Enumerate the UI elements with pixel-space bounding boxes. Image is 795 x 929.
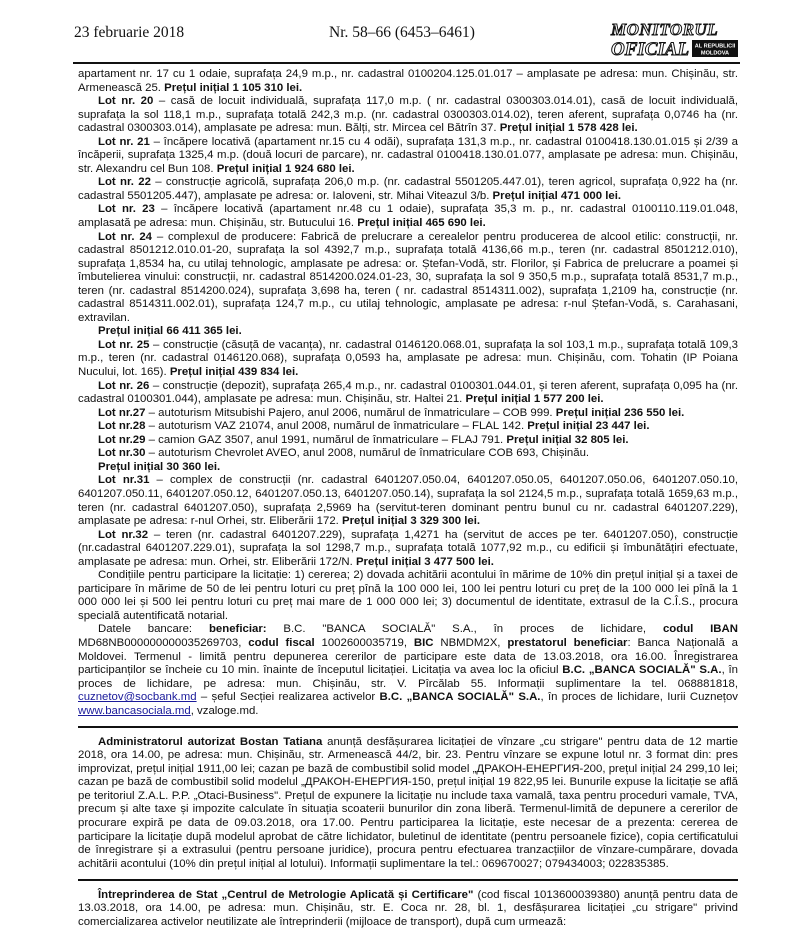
issue-date: 23 februarie 2018 [74,24,185,41]
lot-price: Prețul inițial 32 805 lei. [506,433,629,446]
lot-22 [78,176,738,203]
svg-text:MONITORUL: MONITORUL [611,20,719,39]
notice-text: anunță desfășurarea licitației de vînzare „cu strigare" pentru data de 12 martie 2018, ora 14.00, pe adresa: mun. Chișinău, str. Armenească 44/2, bir. 23. Pentru vînzare se expune lotul nr. 3 format din: pres improvizat, prețul inițial 1911,00 lei; cazan pe bază de combustibil solid model „ДРАКОН-ЕНЕРГИЯ-200, prețul inițial 24 299,10 lei; cazan pe bază de combustibil solid modelul „ДРАКОН-ЕНЕРГИЯ-150, prețul inițial 19 822,95 lei. Bunurile expuse la licitație se află pe teritoriul Z.A.L. P.P. „Otaci-Business". Prețul de expunere la licitație nu include taxa vamală, taxa pentru proceduri vamale, TVA, precum și alte taxe și impozite calculate în situația scoaterii bunurilor din zona liberă. Termenul-limită de depunere a cererilor de procurare expiră pe data de 09.03.2018, ora 17.00. Pentru participarea la licitație, este necesar de a prezenta: cererea de participare la licitație după modelul aprobat de către lichidator, buletinul de identitate (pentru persoanele fizice), copia certificatului de înregistrare și a extrasului (pentru persoane juridice), procura pentru efectuarea tranzacțiilor de vînzare-cumpărare, dovada achitării acontului (10% din prețul inițial al lotului). Informații suplimentare la tel.: 069670027; 079434003; 022835385. [78,735,738,870]
lot-text: – complex de construcții (nr. cadastral 6401207.050.04, 6401207.050.05, 6401207.050.06, 6401207.050.10, 6401207.050.11, 6401207.050.12, 6401207.050.13, 6401207.050.14), suprafața la sol 2124,5 m.p., suprafața totală 1659,63 m.p., teren (nr. cadastral 6401207.050), suprafața 2,5969 ha (servitut-teren dominant pentru bunul cu nr. cadastral 6401207.229), amplasate pe adresa: r-nul Orhei, str. Eliberării 172. [78,474,738,528]
beneficiary-label: beneficiar: [208,623,267,636]
website-link[interactable]: www.bancasociala.md [78,704,191,717]
svg-text:AL REPUBLICII: AL REPUBLICII [694,43,736,50]
website-2: vzaloge.md [197,704,256,717]
bank-name: B.C. „BANCA SOCIALĂ" S.A. [562,664,722,677]
provider-label: prestatorul beneficiar [507,636,628,649]
svg-text:MOLDOVA: MOLDOVA [700,50,730,57]
lot-price: Prețul inițial 1 578 428 lei. [499,122,638,135]
lot-price: Prețul inițial 1 577 200 lei. [465,393,604,406]
lot-price: Prețul inițial 236 550 lei. [555,406,685,419]
lot-text: – autoturism Chevrolet AVEO, anul 2008, numărul de înmatriculare COB 693, Chișinău. [145,447,590,460]
notice-divider [78,726,738,728]
notice-text: (cod fiscal 1013600039380) anunță pentru data de 13.03.2018, ora 14.00, pe adresa: mun. Chișinău, str. E. Coca nr. 28, bl. 1, desfășurarea licitației „cu strigare" privind comercializarea activelor neutilizate ale întreprinderii (mijloace de transport), după cum urmează: [78,888,738,928]
lot-label: Lot nr. 22 [98,176,151,189]
lot-label: Lot nr. 21 [98,135,150,148]
lot-23 [78,203,738,230]
bank-lead: Datele bancare: [98,623,209,636]
lot-text: – autoturism Mitsubishi Pajero, anul 2006, numărul de înmatriculare – COB 999. [145,406,553,419]
page-content [78,68,738,929]
lot-label: Lot nr.27 [98,406,146,419]
bank-name-2: B.C. „BANCA SOCIALĂ" S.A. [379,691,541,704]
lot-label: Lot nr.31 [98,474,150,487]
issue-number: Nr. 58–66 (6453–6461) [329,24,475,41]
lot-label: Lot nr. 26 [98,379,150,392]
lot-27 [78,407,738,421]
lot-price: Prețul inițial 66 411 365 lei. [98,325,242,338]
lot-label: Lot nr. 24 [98,230,152,243]
lot-text: – construcție (depozit), suprafața 265,4 m.p., nr. cadastral 0100301.044.01, și teren aferent, suprafața 0,095 ha (nr. cadastral 0100301.044), amplasate pe adresa: mun. Chișinău, str. Haltei 21. [78,379,738,406]
monitorul-oficial-logo [609,19,739,59]
provider-value: : Banca Națională a Moldovei. Termenul - limită pentru depunerea cererilor de participare este data de 13.03.2018, ora 16.00. Înregistrarea participanților se încheie cu 10 min. înainte de începutul licitației. Licitația va avea loc la oficiul [78,636,738,677]
fiscal-code-value: 1002600035719, [314,636,414,649]
notice-author: Administratorul autorizat Bostan Tatiana [98,735,323,748]
lot-label: Lot nr.29 [98,433,146,446]
lot-21 [78,136,738,177]
lot-label: Lot nr. 20 [98,95,154,108]
lot-label: Lot nr. 23 [98,203,155,216]
lot-price: Prețul inițial 30 360 lei. [98,460,221,473]
notice-metrologie [78,889,738,929]
lot-price: Prețul inițial 471 000 lei. [492,189,622,202]
bank-address: , în proces de lichidare, pe adresa: mun. Chișinău, str. V. Pîrcălab 55. Informații suplimentare la tel. 068881818, [78,664,738,690]
lot-price: Prețul inițial 1 105 310 lei. [164,81,303,94]
lot-30-price [78,461,738,475]
svg-text:OFICIAL: OFICIAL [611,39,690,59]
lot-text: – încăpere locativă (apartament nr.15 cu 4 odăi), suprafața 131,3 m.p., nr. cadastral 0100418.130.01.015 și 2/39 a încăperii, suprafața 1325,4 m.p. (două locuri de parcare), nr. cadastral 0100418.130.01.077, amplasate pe adresa: mun. Chișinău, str. Alexandru cel Bun 108. [78,135,739,175]
notice-bostan [78,736,738,871]
notice-divider [78,879,738,881]
lot-price: Prețul inițial 465 690 lei. [357,217,486,230]
email-link[interactable]: cuznetov@socbank.md [78,691,197,704]
lot-31 [78,474,738,528]
lot-text: apartament nr. 17 cu 1 odaie, suprafața 24,9 m.p., nr. cadastral 0100204.125.01.017 – amplasate pe adresa: mun. Chișinău, str. Armenească 25. [78,68,738,94]
bic-label: BIC [413,636,434,649]
lot-29 [78,434,738,448]
lot-19-continued [78,68,738,95]
lot-label: Lot nr. 25 [98,338,150,351]
lot-price: Prețul inițial 23 447 lei. [527,420,650,433]
participation-conditions: Condițiile pentru participare la licitație: 1) cererea; 2) dovada achitării acontului în mărime de 10% din prețul inițial și a taxei de participare în mărime de 50 de lei pentru loturi cu preț pînă la 100 000 lei, 100 lei pentru loturi cu preț de la 100 000 lei pînă la 1 000 000 lei și 500 lei pentru loturi cu preț mai mare de 1 000 000 lei; 3) documentul de identitate, extrasul de la C.Î.S., procura specială autentificată notarial. [78,569,738,622]
lot-text: – complexul de producere: Fabrică de prelucrare a cerealelor pentru producerea de alcool etilic: construcții, nr. cadastral 8501212.010.01-20, suprafața la sol 4392,7 m.p., suprafața totală 4136,66 m.p., teren (nr. cadastral 8501212.010), suprafața 1,8534 ha, cu utilaj tehnologic, amplasate pe adresa: or. Ștefan-Vodă, str. Florilor, și Fabrica de prelucrare a poamei și îmbutelierea vinului: construcții, nr. cadastral 8514200.024.01-23, 30, suprafața la sol 9 350,5 m.p., suprafața totală 8531,7 m.p., teren (nr. cadastral 8514200.024), suprafața 3,698 ha, teren ( nr. cadastral 8514311.002), suprafața 1,2109 ha, construcție (nr. cadastral 8514311.002.01), suprafața 124,7 m.p., cu utilaj tehnologic, amplasate pe adresa: r-nul Ștefan-Vodă, s. Carahasani, extravilan. [78,230,738,324]
lot-text: – camion GAZ 3507, anul 1991, numărul de înmatriculare – FLAJ 791. [145,433,504,446]
header-rule [73,62,740,64]
lot-price: Prețul inițial 3 329 300 lei. [342,515,481,528]
bank-details [78,623,738,718]
beneficiary-value: B.C. "BANCA SOCIALĂ" S.A., în proces de lichidare, [266,623,663,636]
bic-value: NBMDM2X, [433,636,508,649]
lot-26 [78,380,738,407]
lot-32 [78,529,738,570]
link-separator: , [190,704,198,717]
contact-tail: , în proces de lichidare, Iurii Cuznețov [540,691,738,704]
notice-author: Întreprinderea de Stat „Centrul de Metrologie Aplicată și Certificare" [98,888,474,901]
lot-text: – încăpere locativă (apartament nr.48 cu 1 odaie), suprafața 35,3 m. p., nr. cadastral 0100110.119.01.048, amplasată pe adresa: mun. Chișinău, str. Butucului 16. [78,203,738,230]
lot-24-price [78,325,738,339]
fiscal-code-label: codul fiscal [248,636,315,649]
lot-label: Lot nr.28 [98,420,146,433]
contact-head: – șeful Secției realizarea activelor [196,691,380,704]
end-period: . [255,704,259,717]
lot-price: Prețul inițial 1 924 680 lei. [216,162,355,175]
lot-text: – teren (nr. cadastral 6401207.229), suprafața 1,4271 ha (servitut de acces pe ter. 6401207.050), construcție (nr.cadastral 6401207.229.01), suprafața la sol 1298,7 m.p., suprafața totală 1077,92 m.p., cu edificii și îmbunătățiri efectuate, amplasate pe adresa: mun. Orhei, str. Eliberării 172/N. [78,528,738,568]
lot-price: Prețul inițial 439 834 lei. [169,366,299,379]
iban-label: codul IBAN [662,623,738,636]
lot-text: – construcție (căsuță de vacanța), nr. cadastral 0146120.068.01, suprafața la sol 103,1 m.p., suprafața totală 109,3 m.p., teren (nr. cadastral 0146120.068), suprafața 0,0593 ha, amplasate pe adresa: mun. Chișinău, com. Tohatin (IP Poiana Nucului, lot. 165). [78,338,738,379]
lot-20 [78,95,738,136]
lot-price: Prețul inițial 3 477 500 lei. [355,555,494,568]
lot-24 [78,231,738,326]
lot-text: – autoturism VAZ 21074, anul 2008, numărul de înmatriculare – FLAL 142. [145,420,525,433]
lot-label: Lot nr.30 [98,447,146,460]
lot-text: – casă de locuit individuală, suprafața 117,0 m.p. ( nr. cadastral 0300303.014.01), casă de locuit individuală, suprafața la sol 118,1 m.p., suprafața totală 242,3 m.p. (nr. cadastral 0300303.014.02), teren aferent, suprafața 0,0746 ha (nr. cadastral 0300303.014), amplasate pe adresa: mun. Bălți, str. Mircea cel Bătrîn 37. [78,95,738,135]
page-header [0,0,795,60]
lot-25 [78,339,738,380]
lot-28 [78,420,738,434]
lot-30 [78,447,738,461]
lot-text: – construcție agricolă, suprafața 206,0 m.p. (nr. cadastral 5501205.447.01), teren agricol, suprafața 0,922 ha (nr. cadastral 5501205.447), amplasate pe adresa: or. Ialoveni, str. Mihai Viteazul 3/b. [78,176,738,202]
lot-label: Lot nr.32 [98,528,149,541]
iban-value: MD68NB000000000035269703, [78,636,249,649]
